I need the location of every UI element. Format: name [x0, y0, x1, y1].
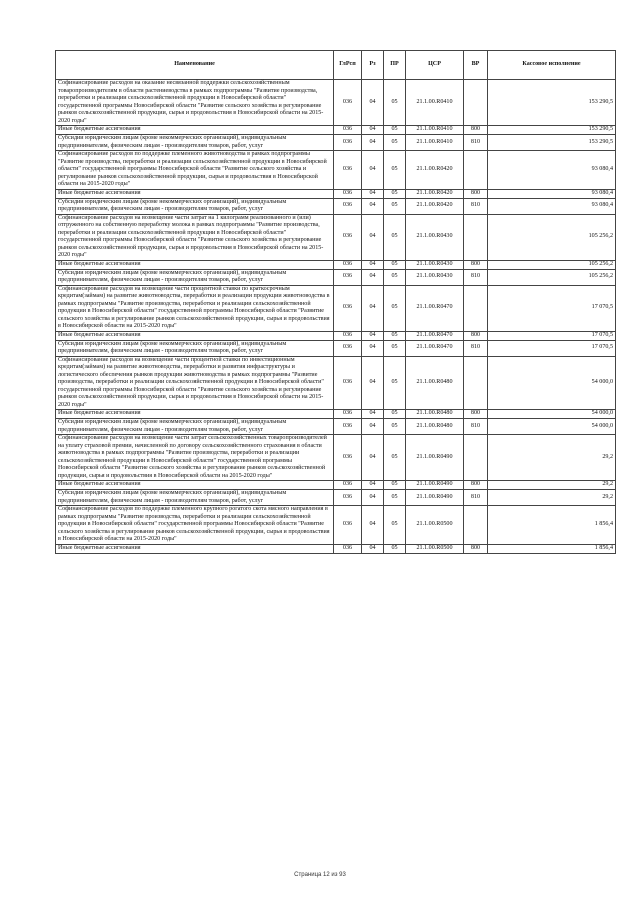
cell-vr: 800 — [464, 544, 488, 553]
table-row — [56, 80, 616, 126]
cell-rz: 04 — [362, 189, 384, 198]
cell-pr: 05 — [384, 419, 406, 435]
cell-csr: 21.1.00.R0470 — [406, 340, 464, 356]
cell-pr: 05 — [384, 544, 406, 553]
table-row — [56, 331, 616, 340]
cell-csr: 21.1.00.R0410 — [406, 126, 464, 135]
cell-rz: 04 — [362, 481, 384, 490]
cell-vr: 810 — [464, 198, 488, 214]
cell-vr: 800 — [464, 331, 488, 340]
cell-vr — [464, 80, 488, 126]
cell-name: Субсидии юридическим лицам (кроме некоммерческих организаций), индивидуальным предпринимателям, физическим лицам - производителям товаров, работ, услуг — [56, 490, 334, 506]
cell-name: Субсидии юридическим лицам (кроме некоммерческих организаций), индивидуальным предпринимателям, физическим лицам - производителям товаров, работ, услуг — [56, 269, 334, 285]
cell-vr: 800 — [464, 126, 488, 135]
cell-pr: 05 — [384, 506, 406, 545]
cell-vr: 800 — [464, 189, 488, 198]
cell-rz: 04 — [362, 544, 384, 553]
cell-vr — [464, 506, 488, 545]
table-header-row — [56, 51, 616, 80]
cell-amount: 153 290,5 — [488, 80, 616, 126]
cell-csr: 21.1.00.R0420 — [406, 198, 464, 214]
cell-amount: 105 256,2 — [488, 269, 616, 285]
cell-vr: 800 — [464, 260, 488, 269]
cell-grbs: 036 — [334, 506, 362, 545]
cell-grbs: 036 — [334, 269, 362, 285]
cell-rz: 04 — [362, 410, 384, 419]
cell-name: Софинансирование расходов на оказание несвязанной поддержки сельскохозяйственным товаропроизводителям в области растениеводства в рамках подпрограммы "Развитие производства, переработки и реализации сельскохозяйственной продукции в Новосибирской области" государственной программы Новосибирской области "Развитие сельского хозяйства и регулирование рынков сельскохозяйственной продукции, сырья и продовольствия в Новосибирской области на 2015-2020 годы" — [56, 80, 334, 126]
cell-pr: 05 — [384, 135, 406, 151]
cell-grbs: 036 — [334, 490, 362, 506]
cell-csr: 21.1.00.R0470 — [406, 285, 464, 331]
cell-rz: 04 — [362, 260, 384, 269]
cell-csr: 21.1.00.R0420 — [406, 151, 464, 190]
cell-amount: 93 080,4 — [488, 189, 616, 198]
cell-csr: 21.1.00.R0490 — [406, 490, 464, 506]
cell-pr: 05 — [384, 189, 406, 198]
cell-grbs: 036 — [334, 260, 362, 269]
cell-rz: 04 — [362, 80, 384, 126]
cell-pr: 05 — [384, 269, 406, 285]
cell-grbs: 036 — [334, 285, 362, 331]
cell-rz: 04 — [362, 331, 384, 340]
cell-csr: 21.1.00.R0480 — [406, 356, 464, 410]
cell-pr: 05 — [384, 435, 406, 481]
cell-grbs: 036 — [334, 198, 362, 214]
cell-csr: 21.1.00.R0430 — [406, 214, 464, 260]
header-vr: ВР — [464, 51, 488, 80]
table-row — [56, 135, 616, 151]
cell-pr: 05 — [384, 198, 406, 214]
cell-name: Софинансирование расходов на возмещение части затрат на 1 килограмм реализованного и (или) отгруженного на собственную переработку молока в рамках подпрограммы "Развитие производства, переработки и реализации сельскохозяйственной продукции в Новосибирской области" государственной программы Новосибирской области "Развитие сельского хозяйства и регулирование рынков сельскохозяйственной продукции, сырья и продовольствия в Новосибирской области на 2015-2020 годы" — [56, 214, 334, 260]
cell-pr: 05 — [384, 481, 406, 490]
cell-name: Субсидии юридическим лицам (кроме некоммерческих организаций), индивидуальным предпринимателям, физическим лицам - производителям товаров, работ, услуг — [56, 419, 334, 435]
cell-amount: 105 256,2 — [488, 260, 616, 269]
header-csr: ЦСР — [406, 51, 464, 80]
cell-vr: 800 — [464, 410, 488, 419]
header-name: Наименование — [56, 51, 334, 80]
page-number: Страница 12 из 93 — [294, 872, 346, 878]
table-row — [56, 410, 616, 419]
table-row — [56, 189, 616, 198]
cell-name: Иные бюджетные ассигнования — [56, 331, 334, 340]
cell-amount: 54 000,0 — [488, 419, 616, 435]
cell-grbs: 036 — [334, 331, 362, 340]
cell-rz: 04 — [362, 151, 384, 190]
cell-grbs: 036 — [334, 126, 362, 135]
cell-pr: 05 — [384, 356, 406, 410]
table-row — [56, 285, 616, 331]
cell-csr: 21.1.00.R0480 — [406, 410, 464, 419]
cell-amount: 93 080,4 — [488, 151, 616, 190]
cell-rz: 04 — [362, 490, 384, 506]
cell-name: Иные бюджетные ассигнования — [56, 481, 334, 490]
cell-csr: 21.1.00.R0500 — [406, 544, 464, 553]
table-row — [56, 151, 616, 190]
cell-pr: 05 — [384, 260, 406, 269]
cell-amount: 153 290,5 — [488, 135, 616, 151]
document-page — [55, 50, 615, 554]
cell-vr — [464, 214, 488, 260]
cell-vr: 810 — [464, 269, 488, 285]
cell-csr: 21.1.00.R0410 — [406, 135, 464, 151]
table-row — [56, 126, 616, 135]
cell-amount: 1 856,4 — [488, 506, 616, 545]
cell-grbs: 036 — [334, 544, 362, 553]
cell-vr: 810 — [464, 490, 488, 506]
cell-name: Софинансирование расходов на возмещение части процентной ставки по инвестиционным кредитам(займам) на развитие животноводства, переработки и развития инфраструктуры и логистического обеспечения рынков продукции животноводства в рамках подпрограммы "Развитие производства, переработки и реализации сельскохозяйственной продукции в Новосибирской области" государственной программы Новосибирской области "Развитие сельского хозяйства и регулирование рынков сельскохозяйственной продукции, сырья и продовольствия в Новосибирской области на 2015-2020 годы" — [56, 356, 334, 410]
header-grbs: ГлРсп — [334, 51, 362, 80]
table-row — [56, 490, 616, 506]
cell-vr: 810 — [464, 135, 488, 151]
cell-pr: 05 — [384, 126, 406, 135]
table-row — [56, 269, 616, 285]
table-row — [56, 481, 616, 490]
cell-csr: 21.1.00.R0430 — [406, 269, 464, 285]
cell-name: Субсидии юридическим лицам (кроме некоммерческих организаций), индивидуальным предпринимателям, физическим лицам - производителям товаров, работ, услуг — [56, 135, 334, 151]
table-row — [56, 356, 616, 410]
cell-pr: 05 — [384, 331, 406, 340]
cell-vr — [464, 285, 488, 331]
cell-csr: 21.1.00.R0480 — [406, 419, 464, 435]
cell-csr: 21.1.00.R0410 — [406, 80, 464, 126]
cell-rz: 04 — [362, 340, 384, 356]
cell-name: Софинансирование расходов по поддержке племенного крупного рогатого скота мясного направления в рамках подпрограммы "Развитие производства, переработки и реализации сельскохозяйственной продукции в Новосибирской области" государственной программы Новосибирской области "Развитие сельского хозяйства и регулирование рынков сельскохозяйственной продукции, сырья и продовольствия в Новосибирской области на 2015-2020 годы" — [56, 506, 334, 545]
cell-pr: 05 — [384, 214, 406, 260]
cell-rz: 04 — [362, 126, 384, 135]
cell-name: Иные бюджетные ассигнования — [56, 410, 334, 419]
cell-amount: 1 856,4 — [488, 544, 616, 553]
cell-grbs: 036 — [334, 214, 362, 260]
cell-vr — [464, 356, 488, 410]
cell-name: Иные бюджетные ассигнования — [56, 189, 334, 198]
table-row — [56, 260, 616, 269]
cell-rz: 04 — [362, 135, 384, 151]
cell-csr: 21.1.00.R0470 — [406, 331, 464, 340]
cell-grbs: 036 — [334, 189, 362, 198]
table-row — [56, 544, 616, 553]
cell-csr: 21.1.00.R0420 — [406, 189, 464, 198]
cell-vr: 810 — [464, 340, 488, 356]
cell-amount: 54 000,0 — [488, 356, 616, 410]
header-rz: Рз — [362, 51, 384, 80]
cell-pr: 05 — [384, 340, 406, 356]
cell-csr: 21.1.00.R0430 — [406, 260, 464, 269]
cell-name: Иные бюджетные ассигнования — [56, 126, 334, 135]
cell-pr: 05 — [384, 80, 406, 126]
table-row — [56, 198, 616, 214]
cell-rz: 04 — [362, 506, 384, 545]
cell-amount: 29,2 — [488, 435, 616, 481]
cell-vr — [464, 151, 488, 190]
cell-amount: 17 070,5 — [488, 340, 616, 356]
cell-pr: 05 — [384, 285, 406, 331]
table-row — [56, 214, 616, 260]
cell-csr: 21.1.00.R0490 — [406, 481, 464, 490]
cell-name: Иные бюджетные ассигнования — [56, 544, 334, 553]
table-row — [56, 419, 616, 435]
cell-csr: 21.1.00.R0490 — [406, 435, 464, 481]
cell-pr: 05 — [384, 151, 406, 190]
cell-name: Софинансирование расходов по поддержке племенного животноводства в рамках подпрограммы "Развитие производства, переработки и реализации сельскохозяйственной продукции в Новосибирской области" государственной программы Новосибирской области "Развитие сельского хозяйства и регулирование рынков сельскохозяйственной продукции, сырья и продовольствия в Новосибирской области на 2015-2020 годы" — [56, 151, 334, 190]
cell-grbs: 036 — [334, 419, 362, 435]
cell-vr: 810 — [464, 419, 488, 435]
cell-rz: 04 — [362, 214, 384, 260]
budget-table — [55, 50, 616, 554]
cell-vr: 800 — [464, 481, 488, 490]
cell-pr: 05 — [384, 490, 406, 506]
cell-rz: 04 — [362, 356, 384, 410]
cell-vr — [464, 435, 488, 481]
cell-rz: 04 — [362, 198, 384, 214]
header-amount: Кассовое исполнение — [488, 51, 616, 80]
cell-amount: 54 000,0 — [488, 410, 616, 419]
cell-name: Софинансирование расходов на возмещение части процентной ставки по краткосрочным кредитам(займам) на развитие животноводства, переработки и реализации продукции животноводства в рамках подпрограммы "Развитие производства, переработки и реализации сельскохозяйственной продукции в Новосибирской области" государственной программы Новосибирской области "Развитие сельского хозяйства и регулирование рынков сельскохозяйственной продукции, сырья и продовольствия в Новосибирской области на 2015-2020 годы" — [56, 285, 334, 331]
cell-rz: 04 — [362, 419, 384, 435]
cell-amount: 105 256,2 — [488, 214, 616, 260]
cell-name: Субсидии юридическим лицам (кроме некоммерческих организаций), индивидуальным предпринимателям, физическим лицам - производителям товаров, работ, услуг — [56, 340, 334, 356]
cell-grbs: 036 — [334, 151, 362, 190]
cell-amount: 93 080,4 — [488, 198, 616, 214]
cell-name: Иные бюджетные ассигнования — [56, 260, 334, 269]
cell-amount: 29,2 — [488, 481, 616, 490]
cell-amount: 153 290,5 — [488, 126, 616, 135]
cell-grbs: 036 — [334, 356, 362, 410]
table-row — [56, 435, 616, 481]
cell-amount: 17 070,5 — [488, 331, 616, 340]
cell-amount: 29,2 — [488, 490, 616, 506]
header-pr: ПР — [384, 51, 406, 80]
cell-amount: 17 070,5 — [488, 285, 616, 331]
cell-rz: 04 — [362, 269, 384, 285]
cell-grbs: 036 — [334, 135, 362, 151]
cell-rz: 04 — [362, 285, 384, 331]
table-row — [56, 340, 616, 356]
cell-csr: 21.1.00.R0500 — [406, 506, 464, 545]
cell-grbs: 036 — [334, 435, 362, 481]
cell-rz: 04 — [362, 435, 384, 481]
cell-name: Софинансирование расходов на возмещение части затрат сельскохозяйственных товаропроизводителей на уплату страховой премии, начисленной по договору сельскохозяйственного страхования в области животноводства в рамках подпрограммы "Развитие производства, переработки и реализации сельскохозяйственной продукции в Новосибирской области" государственной программы Новосибирской области "Развитие сельского хозяйства и регулирование рынков сельскохозяйственной продукции, сырья и продовольствия в Новосибирской области на 2015-2020 годы" — [56, 435, 334, 481]
table-row — [56, 506, 616, 545]
cell-grbs: 036 — [334, 481, 362, 490]
cell-name: Субсидии юридическим лицам (кроме некоммерческих организаций), индивидуальным предпринимателям, физическим лицам - производителям товаров, работ, услуг — [56, 198, 334, 214]
cell-grbs: 036 — [334, 410, 362, 419]
cell-grbs: 036 — [334, 80, 362, 126]
cell-pr: 05 — [384, 410, 406, 419]
cell-grbs: 036 — [334, 340, 362, 356]
